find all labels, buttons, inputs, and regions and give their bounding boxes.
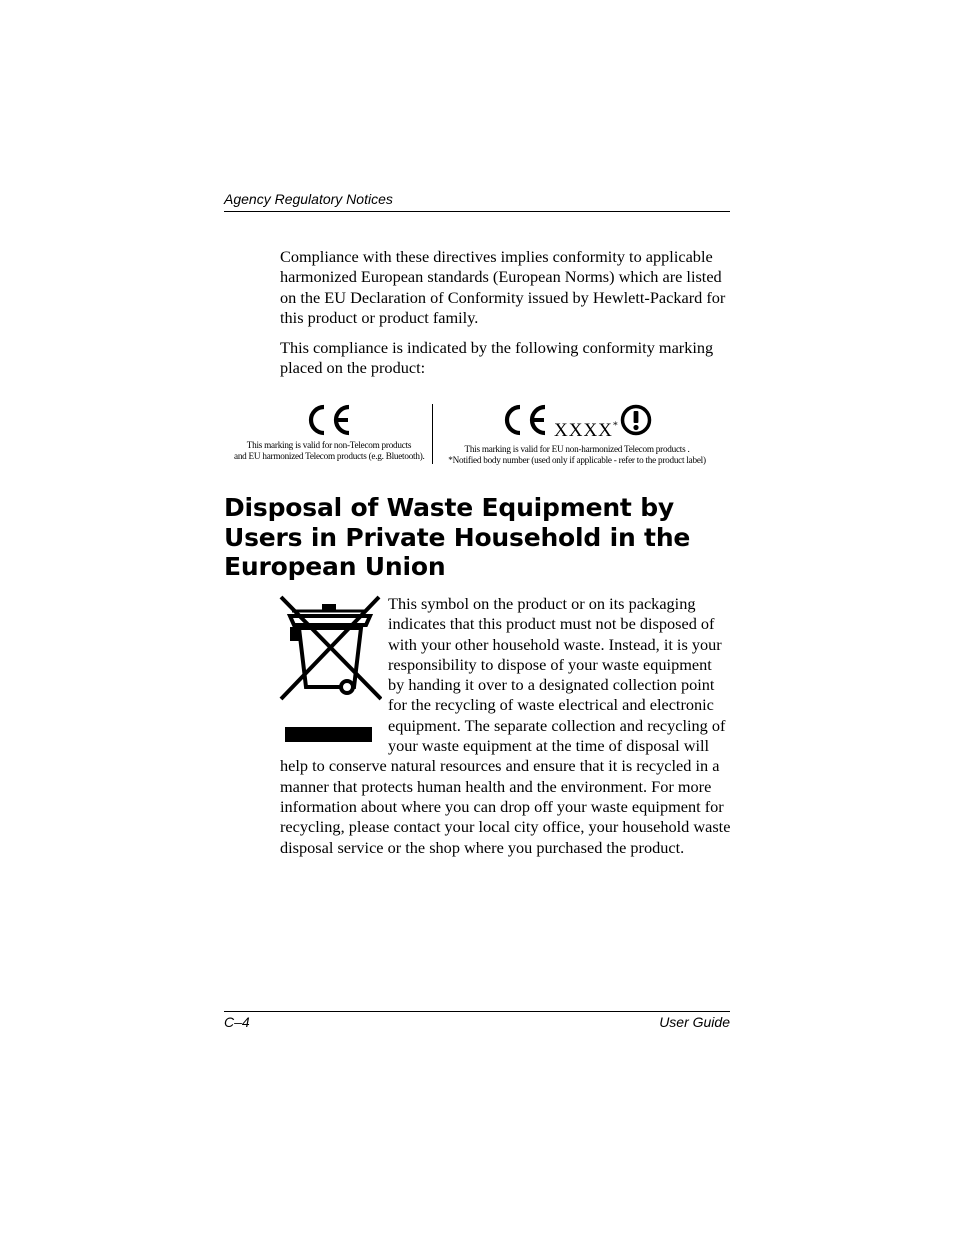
page-number: C–4 bbox=[224, 1014, 250, 1030]
compliance-text: Compliance with these directives implies conformity to applicable harmonized European standards (European Norms) which are listed on the EU Declaration of Conformity issued by Hewlett-Packard for this product or product family. bbox=[280, 247, 726, 327]
section-heading: Disposal of Waste Equipment by Users in Private Household in the European Union bbox=[224, 493, 691, 581]
footer-rule bbox=[224, 1011, 730, 1012]
compliance-paragraph bbox=[280, 247, 732, 328]
footer-guide-title: User Guide bbox=[659, 1014, 730, 1030]
disposal-paragraph bbox=[280, 594, 732, 858]
notified-body-asterisk: * bbox=[612, 420, 619, 432]
telecom-caption-line-1: This marking is valid for EU non-harmonized Telecom products . bbox=[464, 444, 690, 454]
non-telecom-caption-line-1: This marking is valid for non-Telecom products bbox=[246, 440, 412, 450]
notified-body-code bbox=[554, 420, 619, 442]
alert-exclamation-icon bbox=[619, 403, 653, 437]
non-telecom-caption-line-2: and EU harmonized Telecom products (e.g. Bluetooth). bbox=[234, 450, 425, 461]
notified-body-number: XXXX bbox=[554, 420, 613, 441]
disposal-text: This symbol on the product or on its packaging indicates that this product must not be disposed of with your other household waste. Instead, it is your responsibility to dispose of your waste equipment by handing it over to a designated collection point for the recycling of waste electrical and electronic equipment. The separate collection and recycling of your waste equipment at the time of disposal will help to conserve natural resources and ensure that it is recycled in a manner that protects human health and the environment. For more information about where you can drop off your waste equipment for recycling, please contact your local city office, your household waste disposal service or the shop where you purchased the product. bbox=[280, 594, 731, 857]
ce-mark-icon bbox=[304, 402, 354, 438]
conformity-marks bbox=[224, 400, 730, 470]
telecom-caption bbox=[446, 444, 708, 465]
header-rule bbox=[224, 211, 730, 212]
marking-paragraph bbox=[280, 338, 732, 379]
running-header: Agency Regulatory Notices bbox=[224, 191, 393, 207]
marking-text: This compliance is indicated by the following conformity marking placed on the product: bbox=[280, 338, 714, 378]
telecom-caption-line-2: *Notified body number (used only if applicable - refer to the product label) bbox=[448, 454, 706, 465]
marks-divider bbox=[432, 404, 433, 464]
symbol-spacer bbox=[280, 594, 388, 756]
non-telecom-caption bbox=[234, 440, 424, 461]
ce-mark-telecom-icon bbox=[500, 402, 550, 438]
